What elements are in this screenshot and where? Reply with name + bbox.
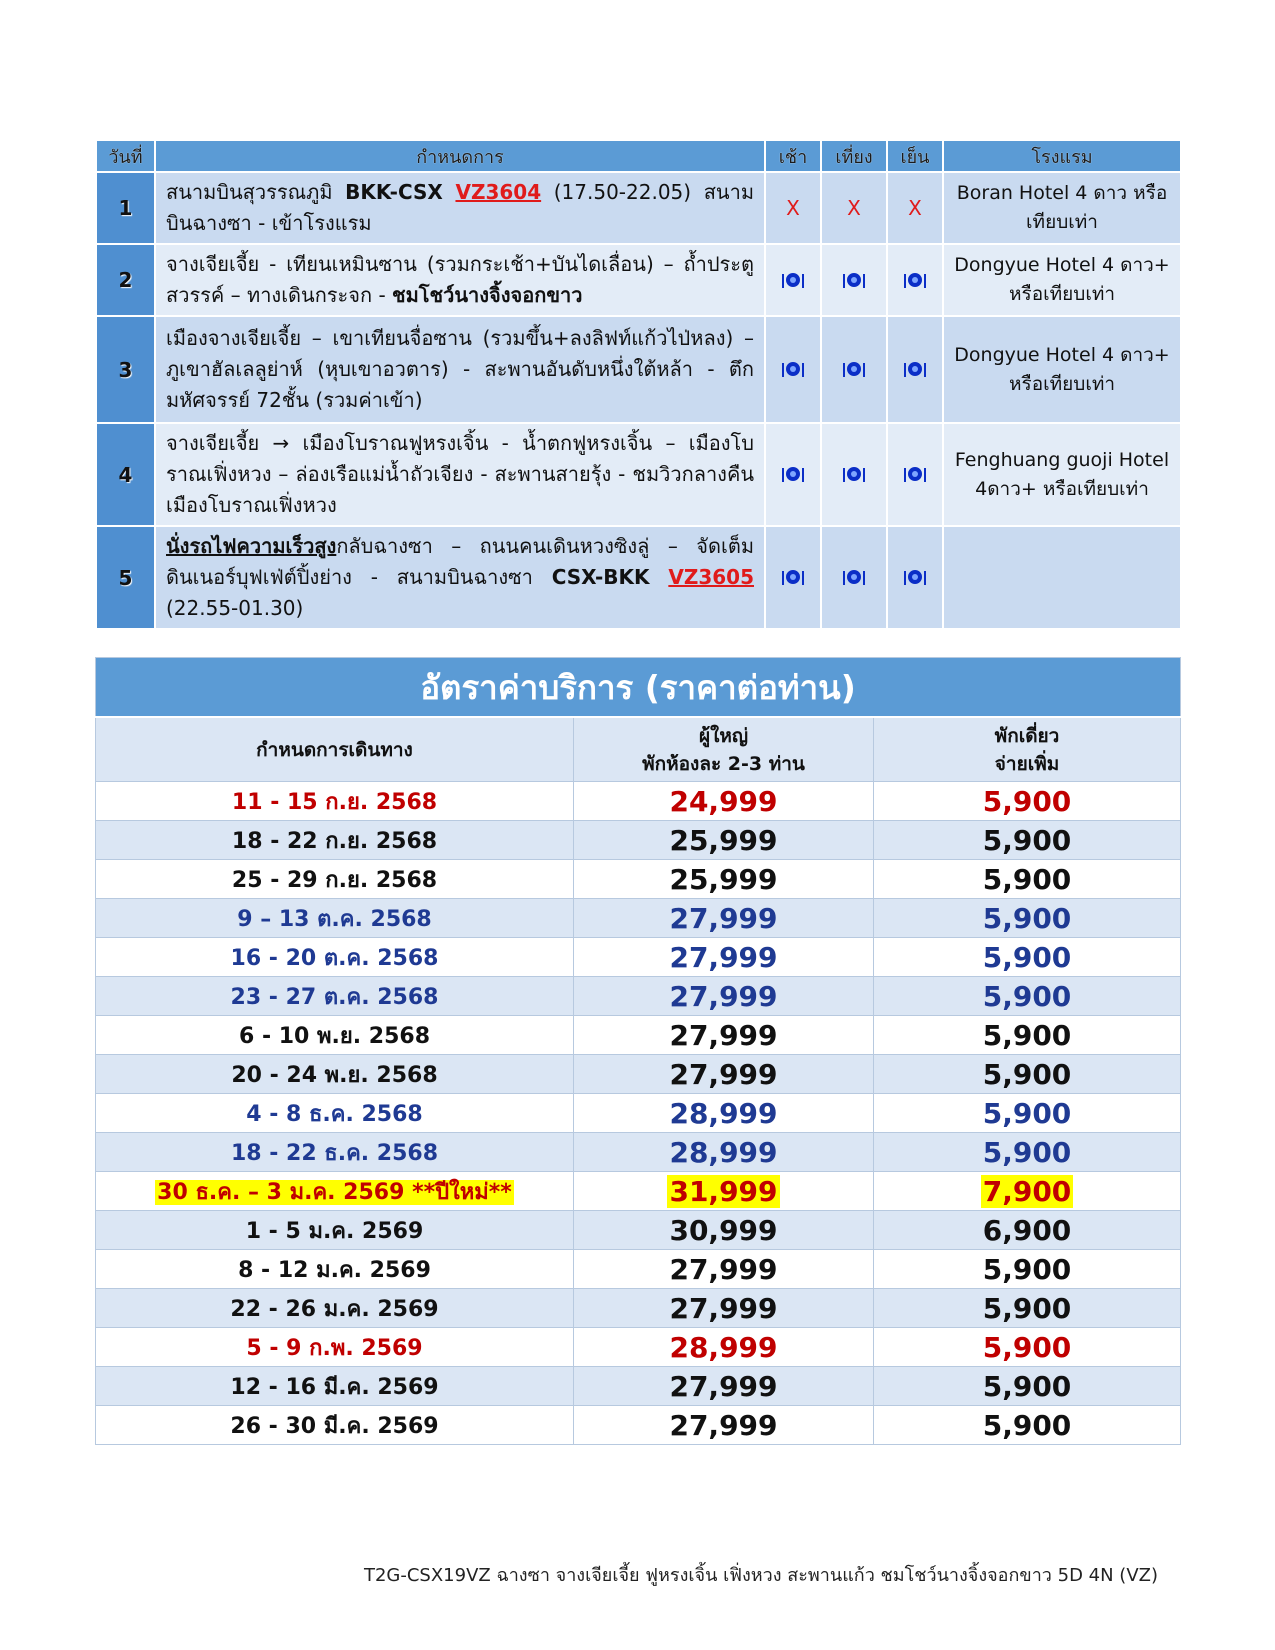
- col-hotel-header: โรงแรม: [943, 140, 1181, 172]
- single-supplement: 5,900: [982, 1096, 1072, 1130]
- adult-price: 25,999: [669, 862, 778, 896]
- travel-date: 22 - 26 ม.ค. 2569: [230, 1296, 439, 1322]
- lunch-cell: [821, 423, 887, 526]
- single-supplement: 5,900: [982, 1408, 1072, 1442]
- col-single-label: พักเดี่ยว: [994, 724, 1060, 747]
- price-header-row: [96, 717, 1181, 782]
- adult-price-cell: [574, 1133, 874, 1172]
- meal-icon: [904, 272, 926, 290]
- program-text: (17.50-22.05) สนามบินฉางซา - เข้าโรงแรม: [166, 180, 755, 235]
- single-supplement-cell: [874, 1211, 1181, 1250]
- itinerary-header-row: [96, 140, 1181, 172]
- no-meal-mark: X: [786, 196, 800, 220]
- meal-icon: [782, 272, 804, 290]
- adult-price: 27,999: [669, 940, 778, 974]
- lunch-cell: [821, 526, 887, 629]
- travel-date-cell: [96, 860, 574, 899]
- itinerary-table: [95, 139, 1182, 630]
- lunch-cell: [821, 172, 887, 244]
- adult-price-cell: [574, 860, 874, 899]
- single-supplement-cell: [874, 821, 1181, 860]
- price-row: [96, 938, 1181, 977]
- price-row: [96, 821, 1181, 860]
- travel-date-cell: [96, 1211, 574, 1250]
- col-adult-sublabel: พักห้องละ 2-3 ท่าน: [642, 752, 805, 775]
- dinner-cell: [887, 526, 943, 629]
- dinner-cell: [887, 423, 943, 526]
- no-meal-mark: X: [847, 196, 861, 220]
- travel-date: 30 ธ.ค. – 3 ม.ค. 2569 **ปีใหม่**: [157, 1179, 512, 1205]
- adult-price-cell: [574, 1016, 874, 1055]
- adult-price: 27,999: [669, 901, 778, 935]
- day-program: [155, 172, 765, 244]
- price-row: [96, 1250, 1181, 1289]
- program-text: CSX-BKK: [551, 565, 650, 589]
- adult-price-cell: [574, 977, 874, 1016]
- program-text: [650, 565, 669, 589]
- program-text: จางเจียเจี้ย - เทียนเหมินซาน (รวมกระเช้า+บันไดเลื่อน) – ถ้ำประตูสวรรค์ – ทางเดินกระจก -: [166, 252, 754, 307]
- single-supplement-cell: [874, 1289, 1181, 1328]
- price-row: [96, 1172, 1181, 1211]
- single-supplement-cell: [874, 1094, 1181, 1133]
- price-row: [96, 1328, 1181, 1367]
- single-supplement: 5,900: [982, 1252, 1072, 1286]
- travel-date: 26 - 30 มี.ค. 2569: [230, 1413, 439, 1439]
- single-supplement-cell: [874, 1406, 1181, 1445]
- adult-price: 27,999: [669, 1018, 778, 1052]
- program-text: เมืองจางเจียเจี้ย – เขาเทียนจื่อซาน (รวมขึ้น+ลงลิฟท์แก้วไป่หลง) – ภูเขาฮัลเลลูย่าห์ (หุบเขาอวตาร) - สะพานอันดับหนึ่งใต้หล้า - ตึกมหัศจรรย์ 72ชั้น (รวมค่าเข้า): [166, 326, 754, 412]
- single-supplement-cell: [874, 1367, 1181, 1406]
- price-row: [96, 1367, 1181, 1406]
- adult-price: 28,999: [669, 1096, 778, 1130]
- col-adult-header: [574, 717, 874, 782]
- single-supplement: 5,900: [982, 784, 1072, 818]
- itinerary-row: [96, 244, 1181, 316]
- hotel-name: Dongyue Hotel 4 ดาว+ หรือเทียบเท่า: [943, 316, 1181, 423]
- breakfast-cell: [765, 316, 821, 423]
- single-supplement-cell: [874, 938, 1181, 977]
- adult-price-cell: [574, 1250, 874, 1289]
- adult-price: 28,999: [669, 1135, 778, 1169]
- price-title: อัตราค่าบริการ (ราคาต่อท่าน): [96, 658, 1181, 718]
- price-row: [96, 1406, 1181, 1445]
- adult-price-cell: [574, 1211, 874, 1250]
- travel-date: 25 - 29 ก.ย. 2568: [231, 867, 438, 893]
- itinerary-body: [96, 172, 1181, 629]
- travel-date-cell: [96, 1406, 574, 1445]
- adult-price-cell: [574, 1094, 874, 1133]
- adult-price: 27,999: [669, 979, 778, 1013]
- adult-price-cell: [574, 1289, 874, 1328]
- adult-price-cell: [574, 1406, 874, 1445]
- hotel-name: [943, 526, 1181, 629]
- price-row: [96, 860, 1181, 899]
- adult-price-cell: [574, 1328, 874, 1367]
- meal-icon: [782, 361, 804, 379]
- breakfast-cell: [765, 172, 821, 244]
- adult-price-cell: [574, 899, 874, 938]
- col-dinner-header: เย็น: [887, 140, 943, 172]
- itinerary-row: [96, 423, 1181, 526]
- travel-date-cell: [96, 821, 574, 860]
- meal-icon: [904, 466, 926, 484]
- single-supplement: 5,900: [982, 1291, 1072, 1325]
- program-text: จางเจียเจี้ย → เมืองโบราณฟูหรงเจิ้น - น้ำตกฟูหรงเจิ้น – เมืองโบราณเฟิ่งหวง – ล่องเรือแม่น้ำถัวเจียง - สะพานสายรุ้ง - ชมวิวกลางคืนเมืองโบราณเฟิ่งหวง: [166, 431, 754, 517]
- breakfast-cell: [765, 244, 821, 316]
- price-row: [96, 899, 1181, 938]
- day-number: 4: [96, 423, 155, 526]
- program-text: BKK-CSX: [345, 180, 443, 204]
- meal-icon: [782, 466, 804, 484]
- single-supplement-cell: [874, 1172, 1181, 1211]
- col-single-header: [874, 717, 1181, 782]
- hotel-name: Fenghuang guoji Hotel 4ดาว+ หรือเทียบเท่า: [943, 423, 1181, 526]
- col-adult-label: ผู้ใหญ่: [698, 724, 749, 747]
- program-text: นั่งรถไฟความเร็วสูง: [166, 534, 337, 558]
- travel-date: 12 - 16 มี.ค. 2569: [230, 1374, 439, 1400]
- single-supplement-cell: [874, 1133, 1181, 1172]
- travel-date: 5 - 9 ก.พ. 2569: [246, 1335, 423, 1361]
- single-supplement: 5,900: [982, 1057, 1072, 1091]
- single-supplement-cell: [874, 1328, 1181, 1367]
- single-supplement: 5,900: [982, 1135, 1072, 1169]
- col-lunch-header: เที่ยง: [821, 140, 887, 172]
- travel-date: 18 - 22 ก.ย. 2568: [231, 828, 438, 854]
- travel-date-cell: [96, 899, 574, 938]
- adult-price-cell: [574, 1172, 874, 1211]
- travel-date-cell: [96, 1328, 574, 1367]
- price-row: [96, 1289, 1181, 1328]
- col-travel-date-header: [96, 717, 574, 782]
- adult-price-cell: [574, 782, 874, 821]
- price-row: [96, 1211, 1181, 1250]
- flight-number: VZ3605: [668, 565, 754, 589]
- meal-icon: [904, 569, 926, 587]
- day-number: 1: [96, 172, 155, 244]
- travel-date-cell: [96, 782, 574, 821]
- day-number: 2: [96, 244, 155, 316]
- meal-icon: [904, 361, 926, 379]
- adult-price: 27,999: [669, 1057, 778, 1091]
- price-row: [96, 1016, 1181, 1055]
- single-supplement: 5,900: [982, 940, 1072, 974]
- col-travel-date-label: กำหนดการเดินทาง: [256, 738, 413, 761]
- price-row: [96, 977, 1181, 1016]
- travel-date-cell: [96, 1289, 574, 1328]
- adult-price-cell: [574, 821, 874, 860]
- meal-icon: [843, 272, 865, 290]
- single-supplement: 5,900: [982, 862, 1072, 896]
- travel-date: 20 - 24 พ.ย. 2568: [231, 1062, 438, 1088]
- meal-icon: [843, 569, 865, 587]
- day-program: [155, 526, 765, 629]
- day-number: 3: [96, 316, 155, 423]
- price-row: [96, 1133, 1181, 1172]
- day-program: [155, 316, 765, 423]
- meal-icon: [843, 361, 865, 379]
- day-program: [155, 423, 765, 526]
- adult-price: 24,999: [669, 784, 778, 818]
- travel-date: 1 - 5 ม.ค. 2569: [245, 1218, 424, 1244]
- col-program-header: กำหนดการ: [155, 140, 765, 172]
- dinner-cell: [887, 244, 943, 316]
- itinerary-row: [96, 172, 1181, 244]
- travel-date-cell: [96, 1133, 574, 1172]
- day-program: [155, 244, 765, 316]
- travel-date: 11 - 15 ก.ย. 2568: [231, 789, 438, 815]
- single-supplement: 5,900: [982, 1369, 1072, 1403]
- adult-price: 27,999: [669, 1291, 778, 1325]
- no-meal-mark: X: [908, 196, 922, 220]
- travel-date-cell: [96, 1094, 574, 1133]
- single-supplement: 5,900: [982, 1018, 1072, 1052]
- lunch-cell: [821, 316, 887, 423]
- flight-number: VZ3604: [455, 180, 542, 204]
- adult-price: 27,999: [669, 1369, 778, 1403]
- single-supplement: 5,900: [982, 901, 1072, 935]
- dinner-cell: [887, 316, 943, 423]
- adult-price: 28,999: [669, 1330, 778, 1364]
- meal-icon: [843, 466, 865, 484]
- price-row: [96, 1094, 1181, 1133]
- single-supplement: 6,900: [982, 1213, 1072, 1247]
- price-row: [96, 782, 1181, 821]
- footer-code: T2G-CSX19VZ ฉางซา จางเจียเจี้ย ฟูหรงเจิ้น เฟิ่งหวง สะพานแก้ว ชมโชว์นางจิ้งจอกขาว 5D 4N (VZ): [363, 1565, 1158, 1586]
- meal-icon: [782, 569, 804, 587]
- col-breakfast-header: เช้า: [765, 140, 821, 172]
- single-supplement: 7,900: [982, 1174, 1072, 1208]
- adult-price-cell: [574, 938, 874, 977]
- travel-date-cell: [96, 1367, 574, 1406]
- travel-date-cell: [96, 1172, 574, 1211]
- adult-price: 30,999: [669, 1213, 778, 1247]
- travel-date: 18 - 22 ธ.ค. 2568: [230, 1140, 439, 1166]
- travel-date: 16 - 20 ต.ค. 2568: [230, 945, 439, 971]
- travel-date-cell: [96, 977, 574, 1016]
- single-supplement: 5,900: [982, 979, 1072, 1013]
- travel-date: 4 - 8 ธ.ค. 2568: [246, 1101, 423, 1127]
- single-supplement: 5,900: [982, 823, 1072, 857]
- travel-date: 8 - 12 ม.ค. 2569: [238, 1257, 431, 1283]
- travel-date: 9 – 13 ต.ค. 2568: [237, 906, 432, 932]
- adult-price: 27,999: [669, 1408, 778, 1442]
- price-row: [96, 1055, 1181, 1094]
- travel-date-cell: [96, 1016, 574, 1055]
- lunch-cell: [821, 244, 887, 316]
- adult-price: 25,999: [669, 823, 778, 857]
- price-body: [96, 782, 1181, 1445]
- itinerary-row: [96, 526, 1181, 629]
- single-supplement-cell: [874, 860, 1181, 899]
- single-supplement-cell: [874, 1250, 1181, 1289]
- single-supplement-cell: [874, 977, 1181, 1016]
- travel-date: 23 - 27 ต.ค. 2568: [230, 984, 439, 1010]
- program-text: สนามบินสุวรรณภูมิ: [166, 180, 346, 204]
- price-table: [95, 657, 1181, 1445]
- hotel-name: Dongyue Hotel 4 ดาว+ หรือเทียบเท่า: [943, 244, 1181, 316]
- single-supplement-cell: [874, 899, 1181, 938]
- single-supplement-cell: [874, 1055, 1181, 1094]
- program-text: กลับฉางซา – ถนนคนเดินหวงซิงลู่ – จัดเต็มดินเนอร์บุฟเฟ่ต์ปิ้งย่าง - สนามบินฉางซา: [166, 534, 754, 589]
- dinner-cell: [887, 172, 943, 244]
- breakfast-cell: [765, 526, 821, 629]
- single-supplement: 5,900: [982, 1330, 1072, 1364]
- itinerary-row: [96, 316, 1181, 423]
- adult-price-cell: [574, 1055, 874, 1094]
- program-text: ชมโชว์นางจิ้งจอกขาว: [392, 283, 583, 307]
- travel-date-cell: [96, 1250, 574, 1289]
- single-supplement-cell: [874, 782, 1181, 821]
- breakfast-cell: [765, 423, 821, 526]
- travel-date-cell: [96, 938, 574, 977]
- adult-price: 31,999: [669, 1174, 778, 1208]
- col-day-header: วันที่: [96, 140, 155, 172]
- hotel-name: Boran Hotel 4 ดาว หรือเทียบเท่า: [943, 172, 1181, 244]
- day-number: 5: [96, 526, 155, 629]
- col-single-sublabel: จ่ายเพิ่ม: [994, 752, 1060, 775]
- adult-price: 27,999: [669, 1252, 778, 1286]
- travel-date: 6 - 10 พ.ย. 2568: [238, 1023, 431, 1049]
- program-text: (22.55-01.30): [166, 596, 304, 620]
- program-text: [443, 180, 456, 204]
- single-supplement-cell: [874, 1016, 1181, 1055]
- adult-price-cell: [574, 1367, 874, 1406]
- travel-date-cell: [96, 1055, 574, 1094]
